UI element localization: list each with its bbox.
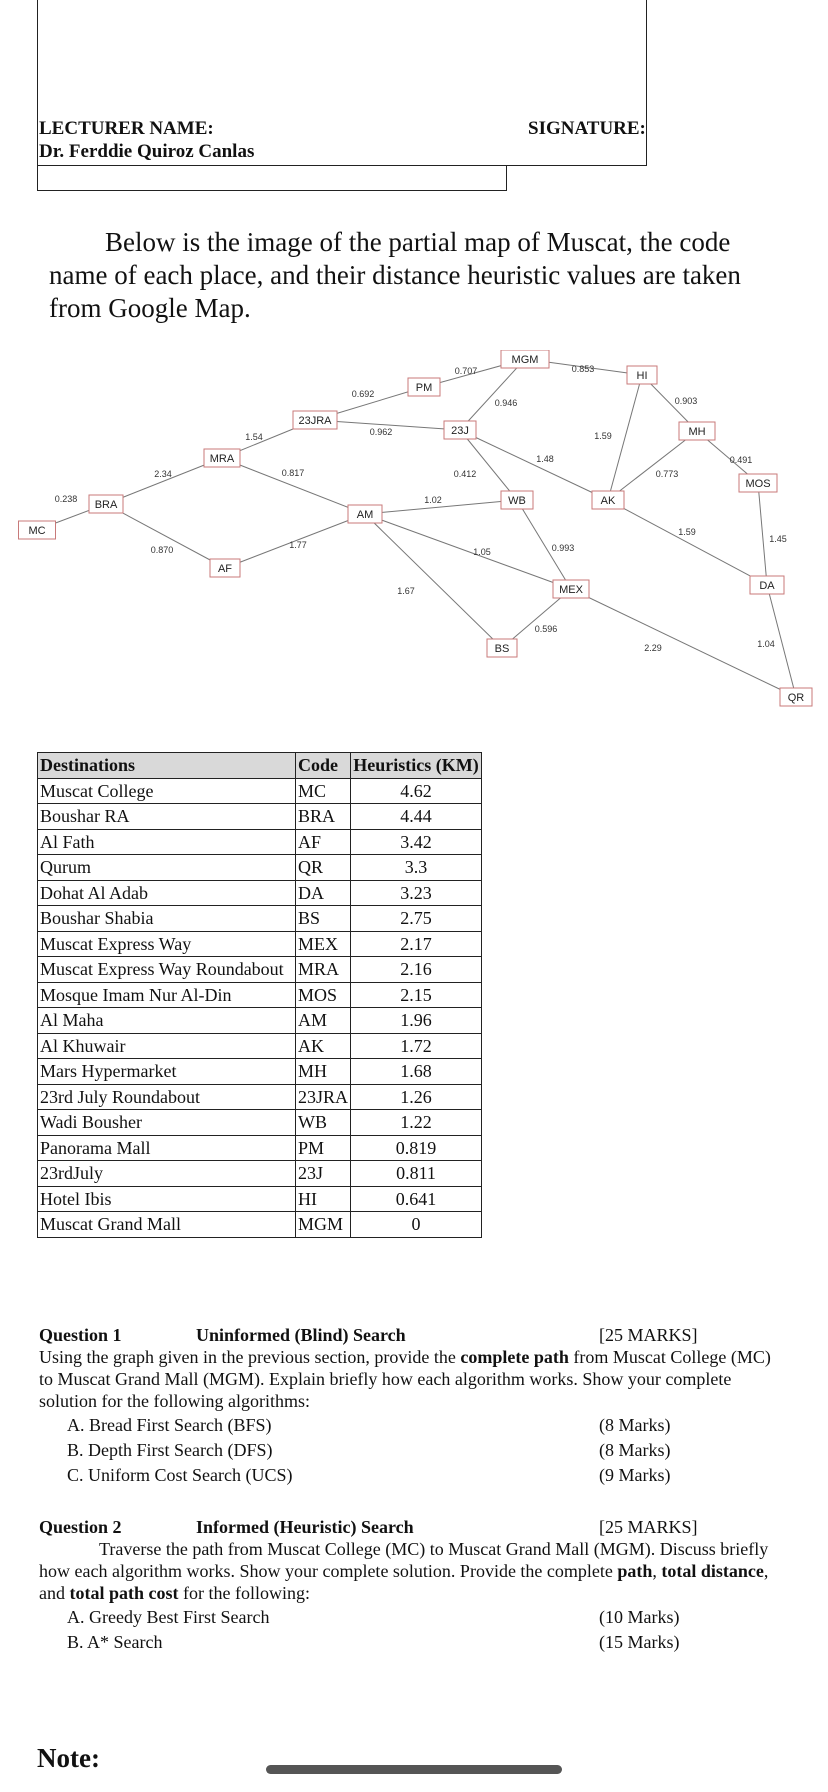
edge-weight-label: 0.903: [674, 396, 698, 406]
code-cell: BS: [296, 906, 351, 932]
destination-cell: Panorama Mall: [38, 1135, 296, 1161]
node-label: MC: [28, 525, 46, 537]
edge-weight-label: 0.596: [534, 624, 558, 634]
node-label: AF: [217, 563, 233, 575]
code-cell: QR: [296, 855, 351, 881]
edge-weight-label: 1.59: [678, 527, 696, 537]
heuristic-cell: 0.811: [351, 1161, 482, 1187]
heuristic-cell: 4.62: [351, 778, 482, 804]
edge-MRA-AM: [222, 458, 365, 514]
code-cell: 23JRA: [296, 1084, 351, 1110]
node-23J: [444, 421, 476, 439]
edge-weight-label: 0.491: [729, 455, 753, 465]
table-row: [38, 1084, 482, 1110]
table-row: [38, 1186, 482, 1212]
node-label: 23JRA: [298, 415, 332, 427]
edge-weight-label: 1.05: [473, 547, 491, 557]
item-marks: (8 Marks): [599, 1415, 671, 1435]
heuristic-cell: 4.44: [351, 804, 482, 830]
destination-cell: Muscat Express Way: [38, 931, 296, 957]
node-MH: [679, 422, 715, 440]
node-MOS: [739, 474, 777, 492]
code-cell: BRA: [296, 804, 351, 830]
signature-label: SIGNATURE:: [528, 118, 646, 139]
question-2-number: Question 2: [39, 1517, 122, 1537]
edge-weight-label: 1.45: [769, 534, 787, 544]
question1-item: [39, 1439, 779, 1464]
edge-23J-AK: [460, 430, 608, 500]
heuristic-cell: 3.42: [351, 829, 482, 855]
question-1-text: Using the graph given in the previous section, provide the complete path from Muscat College (MC) to Muscat Grand Mall (MGM). Explain briefly how each algorithm works. Show your complete solution for the following algorithms:: [39, 1347, 771, 1411]
heuristic-cell: 0.641: [351, 1186, 482, 1212]
node-label: MH: [688, 426, 706, 438]
item-marks: (9 Marks): [599, 1465, 671, 1485]
node-AM: [348, 505, 382, 523]
destination-cell: Mars Hypermarket: [38, 1059, 296, 1085]
node-label: MEX: [559, 584, 583, 596]
node-label: MOS: [745, 478, 771, 490]
node-MC: [19, 521, 56, 539]
destination-cell: Al Fath: [38, 829, 296, 855]
node-QR: [780, 688, 812, 706]
table-row: [38, 804, 482, 830]
node-23JRA: [293, 411, 337, 429]
node-MRA: [204, 449, 240, 467]
code-cell: MH: [296, 1059, 351, 1085]
table-row: [38, 1135, 482, 1161]
node-MGM: [501, 350, 549, 368]
edge-weight-label: 0.962: [369, 427, 393, 437]
destination-cell: Al Maha: [38, 1008, 296, 1034]
heuristic-cell: 1.96: [351, 1008, 482, 1034]
destination-cell: Wadi Bousher: [38, 1110, 296, 1136]
destination-cell: Al Khuwair: [38, 1033, 296, 1059]
table-row: [38, 1008, 482, 1034]
edge-weight-label: 1.02: [424, 495, 442, 505]
table-header-row: [38, 753, 482, 779]
lecturer-name: Dr. Ferddie Quiroz Canlas: [39, 141, 255, 162]
item-label: B. Depth First Search (DFS): [67, 1440, 273, 1460]
table-row: [38, 906, 482, 932]
muscat-map-graph: [0, 350, 828, 720]
node-label: MGM: [511, 354, 539, 366]
destination-cell: 23rd July Roundabout: [38, 1084, 296, 1110]
question1-item: [39, 1464, 779, 1489]
code-cell: MEX: [296, 931, 351, 957]
destination-cell: Hotel Ibis: [38, 1186, 296, 1212]
table-row: [38, 855, 482, 881]
destination-cell: Mosque Imam Nur Al-Din: [38, 982, 296, 1008]
heuristic-cell: 2.75: [351, 906, 482, 932]
node-label: BRA: [94, 499, 118, 511]
table-row: [38, 778, 482, 804]
edge-23J-WB: [460, 430, 517, 500]
node-AK: [592, 491, 624, 509]
question-1-marks: [25 MARKS]: [599, 1325, 698, 1345]
question-2-marks: [25 MARKS]: [599, 1517, 698, 1537]
heuristic-cell: 1.26: [351, 1084, 482, 1110]
table-row: [38, 880, 482, 906]
node-label: 23J: [451, 425, 469, 437]
col-header-heuristics: Heuristics (KM): [351, 753, 482, 779]
edge-AM-MEX: [365, 514, 571, 589]
col-header-destinations: Destinations: [38, 753, 296, 779]
node-HI: [627, 366, 657, 384]
code-cell: PM: [296, 1135, 351, 1161]
node-WB: [501, 491, 533, 509]
question1-item: [39, 1414, 779, 1439]
node-DA: [750, 576, 784, 594]
code-cell: 23J: [296, 1161, 351, 1187]
node-label: HI: [636, 370, 648, 382]
node-BRA: [89, 495, 123, 513]
code-cell: MC: [296, 778, 351, 804]
table-row: [38, 931, 482, 957]
node-AF: [210, 559, 240, 577]
question-2: [39, 1516, 784, 1656]
edge-weight-label: 0.870: [150, 545, 174, 555]
edge-AK-MH: [608, 431, 697, 500]
edge-AM-BS: [365, 514, 502, 648]
node-label: MRA: [209, 453, 235, 465]
map-edges: [37, 359, 796, 697]
edge-AK-DA: [608, 500, 767, 585]
node-label: AK: [600, 495, 616, 507]
node-label: WB: [508, 495, 526, 507]
item-label: B. A* Search: [67, 1632, 163, 1652]
table-row: [38, 957, 482, 983]
question-1-number: Question 1: [39, 1325, 122, 1345]
edge-weight-label: 0.946: [494, 398, 518, 408]
item-marks: (8 Marks): [599, 1440, 671, 1460]
edge-weight-label: 0.412: [453, 469, 477, 479]
edge-weight-label: 0.817: [281, 468, 305, 478]
item-label: C. Uniform Cost Search (UCS): [67, 1465, 293, 1485]
destination-cell: Boushar Shabia: [38, 906, 296, 932]
code-cell: MGM: [296, 1212, 351, 1238]
heuristic-cell: 2.15: [351, 982, 482, 1008]
code-cell: AK: [296, 1033, 351, 1059]
edge-weight-label: 0.692: [351, 389, 375, 399]
code-cell: DA: [296, 880, 351, 906]
edge-weight-label: 0.238: [54, 494, 78, 504]
edge-weight-label: 0.993: [551, 543, 575, 553]
lecturer-label: LECTURER NAME:: [39, 118, 214, 139]
note-heading: Note:: [37, 1743, 100, 1773]
table-row: [38, 1110, 482, 1136]
destination-cell: Dohat Al Adab: [38, 880, 296, 906]
heuristic-cell: 1.22: [351, 1110, 482, 1136]
edge-weight-label: 1.48: [536, 454, 554, 464]
edge-weight-label: 1.59: [594, 431, 612, 441]
heuristic-cell: 0.819: [351, 1135, 482, 1161]
heuristic-cell: 2.16: [351, 957, 482, 983]
heuristic-cell: 3.3: [351, 855, 482, 881]
destination-cell: Muscat College: [38, 778, 296, 804]
home-indicator[interactable]: [266, 1765, 562, 1774]
node-BS: [487, 639, 517, 657]
item-label: A. Greedy Best First Search: [67, 1607, 270, 1627]
question-2-text: Traverse the path from Muscat College (MC) to Muscat Grand Mall (MGM). Discuss briefly how each algorithm works. Show your complete solution. Provide the complete path, total distance, and total path cost for the following:: [39, 1539, 769, 1603]
node-label: DA: [759, 580, 775, 592]
intro-paragraph: Below is the image of the partial map of Muscat, the code name of each place, and their distance heuristic values are taken from Google Map.: [49, 227, 741, 323]
edge-weight-label: 1.04: [757, 639, 775, 649]
item-marks: (15 Marks): [599, 1632, 680, 1652]
code-cell: HI: [296, 1186, 351, 1212]
heuristic-cell: 1.72: [351, 1033, 482, 1059]
question2-item: [39, 1606, 784, 1631]
heuristic-cell: 0: [351, 1212, 482, 1238]
edge-weight-label: 2.29: [644, 643, 662, 653]
table-row: [38, 1161, 482, 1187]
edge-weight-label: 1.77: [289, 540, 307, 550]
edge-weight-label: 0.773: [655, 469, 679, 479]
edge-weight-label: 0.707: [454, 366, 478, 376]
edge-weight-label: 1.67: [397, 586, 415, 596]
node-MEX: [553, 580, 589, 598]
table-row: [38, 1212, 482, 1238]
item-label: A. Bread First Search (BFS): [67, 1415, 272, 1435]
heuristics-table: [37, 752, 482, 1238]
table-row: [38, 1059, 482, 1085]
question-1-title: Uninformed (Blind) Search: [196, 1325, 406, 1345]
question-1: [39, 1324, 779, 1489]
edge-weight-label: 1.54: [245, 432, 263, 442]
node-label: BS: [494, 643, 510, 655]
item-marks: (10 Marks): [599, 1607, 680, 1627]
col-header-code: Code: [296, 753, 351, 779]
edge-weight-label: 2.34: [154, 469, 172, 479]
table-row: [38, 982, 482, 1008]
table-row: [38, 1033, 482, 1059]
node-label: AM: [356, 509, 374, 521]
node-PM: [408, 378, 440, 396]
question2-item: [39, 1631, 784, 1656]
edge-MOS-DA: [758, 483, 767, 585]
code-cell: MRA: [296, 957, 351, 983]
heuristic-cell: 3.23: [351, 880, 482, 906]
code-cell: WB: [296, 1110, 351, 1136]
code-cell: MOS: [296, 982, 351, 1008]
code-cell: AM: [296, 1008, 351, 1034]
edge-weight-label: 0.853: [571, 364, 595, 374]
node-label: PM: [415, 382, 433, 394]
destination-cell: Qurum: [38, 855, 296, 881]
heuristic-cell: 2.17: [351, 931, 482, 957]
node-label: QR: [787, 692, 805, 704]
question-2-title: Informed (Heuristic) Search: [196, 1517, 414, 1537]
edge-HI-AK: [608, 375, 642, 500]
edge-BRA-AF: [106, 504, 225, 568]
table-row: [38, 829, 482, 855]
destination-cell: Muscat Express Way Roundabout: [38, 957, 296, 983]
destination-cell: Muscat Grand Mall: [38, 1212, 296, 1238]
destination-cell: 23rdJuly: [38, 1161, 296, 1187]
code-cell: AF: [296, 829, 351, 855]
heuristic-cell: 1.68: [351, 1059, 482, 1085]
destination-cell: Boushar RA: [38, 804, 296, 830]
